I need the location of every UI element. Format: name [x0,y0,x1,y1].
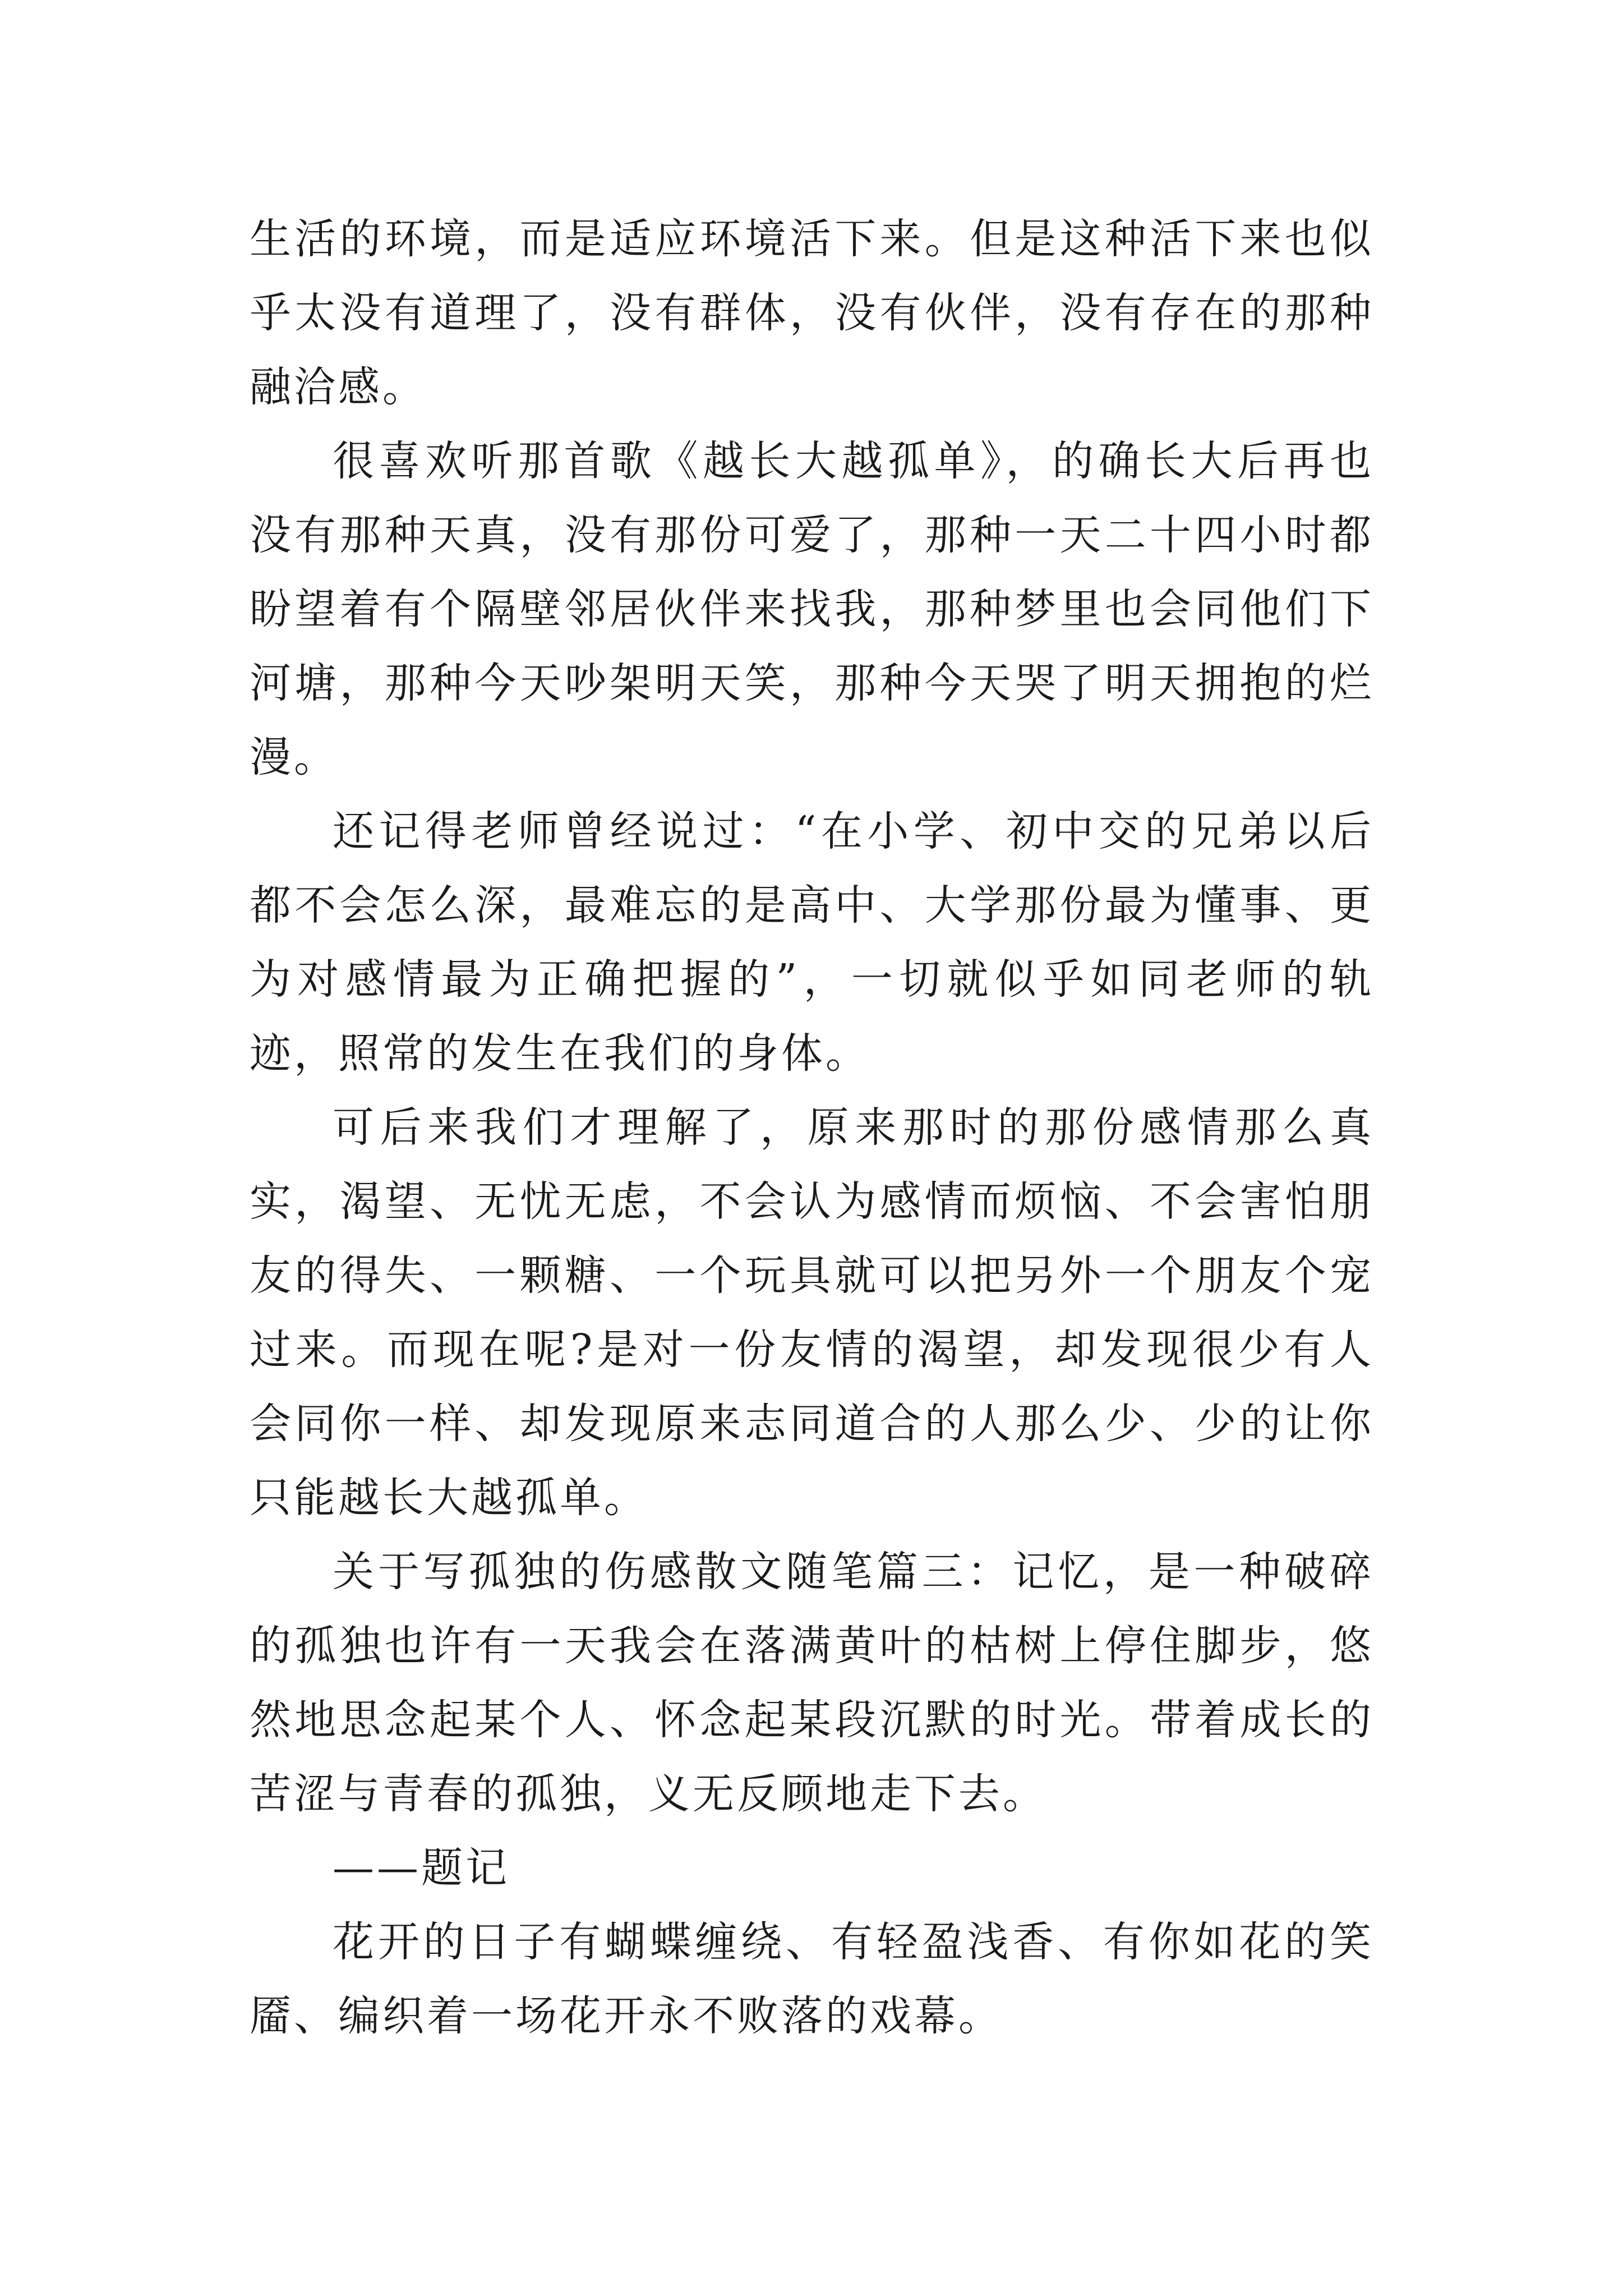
paragraph-3: 还记得老师曾经说过：“在小学、初中交的兄弟以后都不会怎么深，最难忘的是高中、大学那份最为懂事、更为对感情最为正确把握的”，一切就似乎如同老师的轨迹，照常的发生在我们的身体。 [250,807,1374,1078]
paragraph-4: 可后来我们才理解了，原来那时的那份感情那么真实，渴望、无忧无虑，不会认为感情而烦恼、不会害怕朋友的得失、一颗糖、一个玩具就可以把另外一个朋友个宠过来。而现在呢?是对一份友情的渴望，却发现很少有人会同你一样、却发现原来志同道合的人那么少、少的让你只能越长大越孤单。 [250,1103,1374,1522]
document-body [250,202,1374,2053]
paragraph-5: 关于写孤独的伤感散文随笔篇三：记忆，是一种破碎的孤独也许有一天我会在落满黄叶的枯树上停住脚步，悠然地思念起某个人、怀念起某段沉默的时光。带着成长的苦涩与青春的孤独，义无反顾地走下去。 [250,1548,1374,1818]
epigraph-attribution: ——题记 [333,1844,510,1892]
paragraph-1: 生活的环境，而是适应环境活下来。但是这种活下来也似乎太没有道理了，没有群体，没有伙伴，没有存在的那种融洽感。 [250,215,1374,411]
paragraph-2: 很喜欢听那首歌《越长大越孤单》，的确长大后再也没有那种天真，没有那份可爱了，那种一天二十四小时都盼望着有个隔壁邻居伙伴来找我，那种梦里也会同他们下河塘，那种今天吵架明天笑，那种今天哭了明天拥抱的烂漫。 [250,437,1374,781]
paragraph-6: 花开的日子有蝴蝶缠绕、有轻盈浅香、有你如花的笑靥、编织着一场花开永不败落的戏幕。 [250,1918,1374,2040]
